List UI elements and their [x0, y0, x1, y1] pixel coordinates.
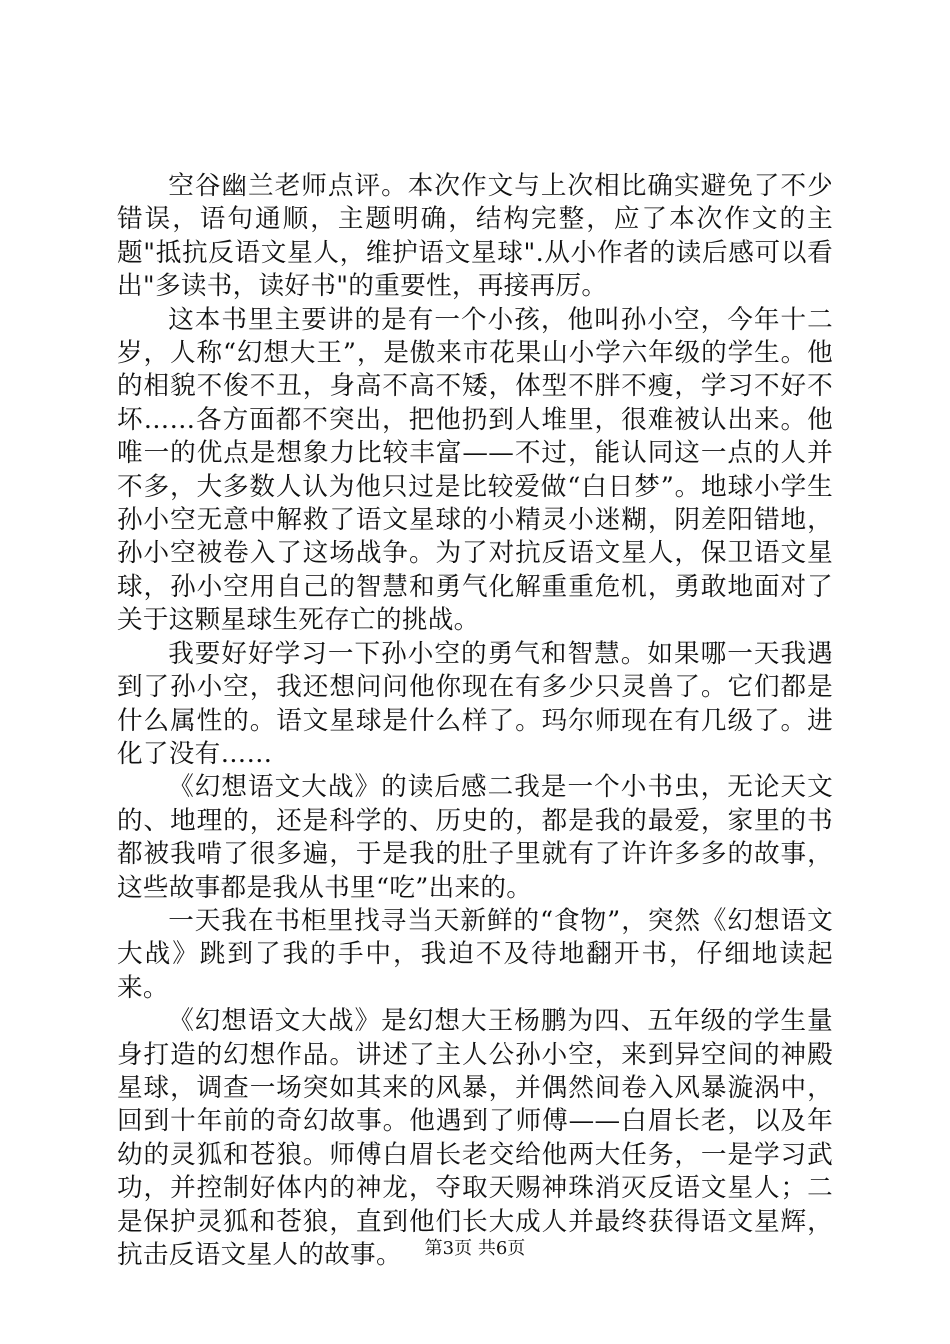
paragraph-second-essay-intro: 《幻想语文大战》的读后感二我是一个小书虫，无论天文的、地理的，还是科学的、历史的，都是我的最爱，家里的书都被我啃了很多遍，于是我的肚子里就有了许许多多的故事，这些故事都是我从书里“吃”出来的。: [117, 772, 833, 903]
paragraph-reflection: 我要好好学习一下孙小空的勇气和智慧。如果哪一天我遇到了孙小空，我还想问问他你现在有多少只灵兽了。它们都是什么属性的。语文星球是什么样了。玛尔师现在有几级了。进化了没有……: [117, 638, 833, 769]
page-number-footer: 第3页 共6页: [424, 1238, 526, 1259]
document-body: [117, 170, 833, 1272]
paragraph-teacher-comment: 空谷幽兰老师点评。本次作文与上次相比确实避免了不少错误，语句通顺，主题明确，结构完整，应了本次作文的主题"抵抗反语文星人，维护语文星球".从小作者的读后感可以看出"多读书，读好书"的重要性，再接再厉。: [117, 171, 833, 302]
paragraph-book-description: 《幻想语文大战》是幻想大王杨鹏为四、五年级的学生量身打造的幻想作品。讲述了主人公孙小空，来到异空间的神殿星球，调查一场突如其来的风暴，并偶然间卷入风暴漩涡中，回到十年前的奇幻故事。他遇到了师傅——白眉长老，以及年幼的灵狐和苍狼。师傅白眉长老交给他两大任务，一是学习武功，并控制好体内的神龙，夺取天赐神珠消灭反语文星人；二是保护灵狐和苍狼，直到他们长大成人并最终获得语文星辉，抗击反语文星人的故事。: [117, 1006, 833, 1270]
paragraph-book-summary: 这本书里主要讲的是有一个小孩，他叫孙小空，今年十二岁，人称“幻想大王”，是傲来市花果山小学六年级的学生。他的相貌不俊不丑，身高不高不矮，体型不胖不瘦，学习不好不坏……各方面都不突出，把他扔到人堆里，很难被认出来。他唯一的优点是想象力比较丰富——不过，能认同这一点的人并不多，大多数人认为他只过是比较爱做“白日梦”。地球小学生孙小空无意中解救了语文星球的小精灵小迷糊，阴差阳错地，孙小空被卷入了这场战争。为了对抗反语文星人，保卫语文星球，孙小空用自己的智慧和勇气化解重重危机，勇敢地面对了关于这颗星球生死存亡的挑战。: [117, 304, 833, 636]
paragraph-finding-book: 一天我在书柜里找寻当天新鲜的“食物”，突然《幻想语文大战》跳到了我的手中，我迫不及待地翻开书，仔细地读起来。: [117, 905, 833, 1003]
